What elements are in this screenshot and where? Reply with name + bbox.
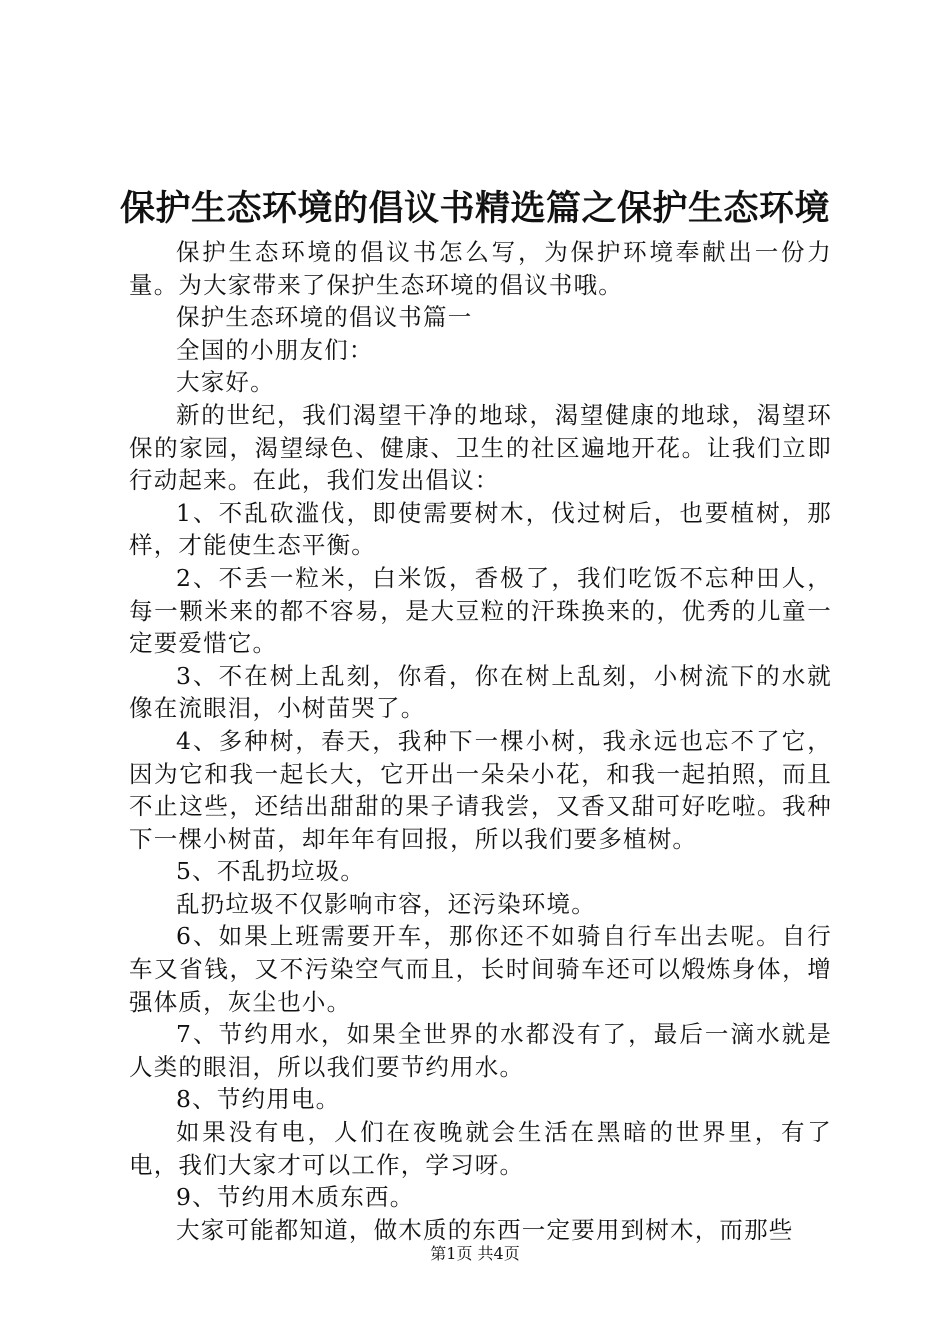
paragraph-item-1: 1、不乱砍滥伐，即使需要树木，伐过树后，也要植树，那样，才能使生态平衡。 bbox=[129, 498, 832, 560]
paragraph-item-2: 2、不丢一粒米，白米饭，香极了，我们吃饭不忘种田人，每一颗米来的都不容易，是大豆粒的汗珠换来的，优秀的儿童一定要爱惜它。 bbox=[129, 563, 832, 658]
paragraph-proposal-intro: 新的世纪，我们渴望干净的地球，渴望健康的地球，渴望环保的家园，渴望绿色、健康、卫生的社区遍地开花。让我们立即行动起来。在此，我们发出倡议： bbox=[129, 400, 832, 495]
paragraph-item-4: 4、多种树，春天，我种下一棵小树，我永远也忘不了它，因为它和我一起长大，它开出一朵朵小花，和我一起拍照，而且不止这些，还结出甜甜的果子请我尝，又香又甜可好吃啦。我种下一棵小树苗，却年年有回报，所以我们要多植树。 bbox=[129, 726, 832, 853]
paragraph-item-6: 6、如果上班需要开车，那你还不如骑自行车出去呢。自行车又省钱，又不污染空气而且，长时间骑车还可以煅炼身体，增强体质，灰尘也小。 bbox=[129, 922, 832, 1016]
paragraph-greeting: 大家好。 bbox=[176, 368, 275, 397]
paragraph-item-8-detail: 如果没有电，人们在夜晚就会生活在黑暗的世界里，有了电，我们大家才可以工作，学习呀。 bbox=[129, 1118, 832, 1179]
paragraph-item-9: 9、节约用木质东西。 bbox=[176, 1183, 415, 1212]
paragraph-intro: 保护生态环境的倡议书怎么写，为保护环境奉献出一份力量。为大家带来了保护生态环境的倡议书哦。 bbox=[129, 238, 832, 299]
paragraph-item-9-detail: 大家可能都知道，做木质的东西一定要用到树木，而那些 bbox=[176, 1215, 794, 1244]
paragraph-item-5: 5、不乱扔垃圾。 bbox=[176, 857, 366, 886]
document-title: 保护生态环境的倡议书精选篇之保护生态环境 bbox=[119, 188, 830, 229]
paragraph-item-8: 8、节约用电。 bbox=[176, 1085, 341, 1114]
paragraph-item-7: 7、节约用水，如果全世界的水都没有了，最后一滴水就是人类的眼泪，所以我们要节约用水。 bbox=[129, 1020, 832, 1081]
document-body bbox=[129, 236, 832, 1246]
page-number-footer: 第1页 共4页 bbox=[430, 1244, 520, 1263]
paragraph-salutation: 全国的小朋友们： bbox=[176, 335, 374, 364]
paragraph-item-5-detail: 乱扔垃圾不仅影响市容，还污染环境。 bbox=[176, 889, 596, 918]
paragraph-item-3: 3、不在树上乱刻，你看，你在树上乱刻，小树流下的水就像在流眼泪，小树苗哭了。 bbox=[129, 661, 832, 723]
paragraph-section-heading: 保护生态环境的倡议书篇一 bbox=[176, 303, 473, 332]
